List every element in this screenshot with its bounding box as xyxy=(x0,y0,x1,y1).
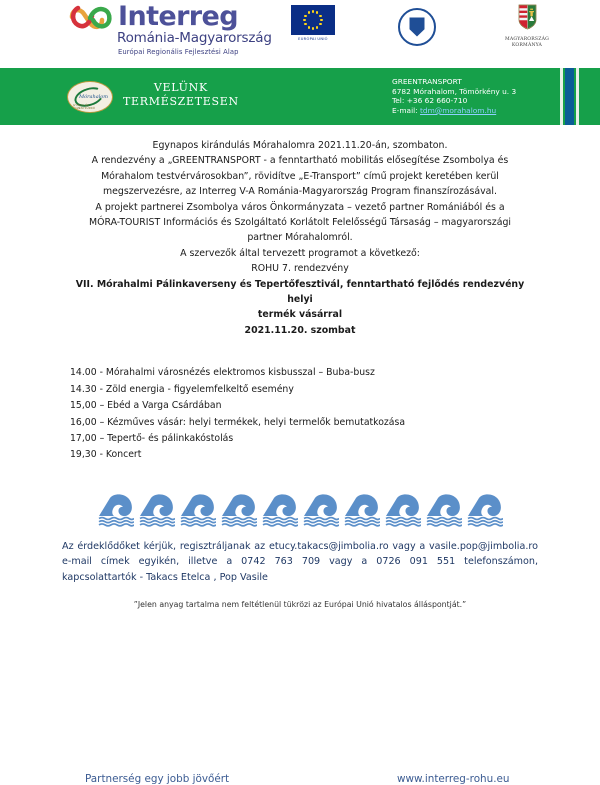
event-title-line: VII. Mórahalmi Pálinkaverseny és Tepertőfesztivál, fenntartható fejlődés rendezvény helyi xyxy=(75,278,525,306)
hungary-caption-line2: KORMÁNYA xyxy=(511,43,543,49)
eu-flag-icon xyxy=(291,5,335,35)
footer-website: www.interreg-rohu.eu xyxy=(397,773,510,785)
eu-flag-caption: EURÓPAI UNIÓ xyxy=(298,37,328,41)
intro-line: Egynapos kirándulás Mórahalomra 2021.11.20-án, szombaton. xyxy=(152,140,448,151)
eu-star-icon xyxy=(308,26,310,28)
eu-disclaimer: ”Jelen anyag tartalma nem feltétlenül tükrözi az Európai Unió hivatalos álláspontját.” xyxy=(133,599,467,609)
wave-icon xyxy=(139,494,175,527)
nature-slogan xyxy=(123,81,239,109)
hungary-government-block xyxy=(492,4,562,49)
intro-line: Mórahalom testvérvárosokban”, rövidítve „E-Transport” című projekt keretében kerül xyxy=(101,170,499,182)
banner-stripe-white-left xyxy=(560,68,563,125)
wave-icon xyxy=(385,494,421,527)
intro-line: ROHU 7. rendezvény xyxy=(251,263,349,275)
nature-logo-script: Mórahalom xyxy=(79,94,109,100)
eu-star-icon xyxy=(308,11,310,13)
wave-icon xyxy=(344,494,380,527)
interreg-infinity-icon xyxy=(68,4,112,30)
interreg-wordmark: Interreg xyxy=(118,1,238,32)
contact-email-link[interactable]: tdm@morahalom.hu xyxy=(420,105,497,115)
wave-decoration-strip xyxy=(62,494,538,527)
contact-phone: Tel: +36 62 660-710 xyxy=(392,96,468,106)
schedule-item: 14.30 - Zöld energia - figyelemfelkeltő esemény xyxy=(70,383,294,395)
eu-star-icon xyxy=(304,15,306,17)
schedule-item: 16,00 – Kézműves vásár: helyi termékek, helyi termelők bemutatkozása xyxy=(70,416,406,428)
wave-icon xyxy=(262,494,298,527)
intro-line: partner Mórahalomról. xyxy=(247,232,353,244)
interreg-program-name: Románia-Magyarország xyxy=(117,30,272,46)
contact-email-label: E-mail: xyxy=(392,105,421,115)
banner-stripe-white-right xyxy=(576,68,579,125)
eu-star-icon xyxy=(303,19,305,21)
intro-line: A projekt partnerei Zsombolya város Önkormányzata – vezető partner Romániából és a xyxy=(95,201,505,213)
nature-slogan-line1: VELÜNK xyxy=(153,81,208,94)
eu-star-icon xyxy=(316,11,318,13)
intro-line: MÓRA-TOURIST Információs és Szolgáltató Korlátolt Felelősségű Társaság – magyarországi xyxy=(88,217,511,229)
romania-government-seal-block xyxy=(398,8,436,46)
contact-address: 6782 Mórahalom, Tömörkény u. 3 xyxy=(392,86,517,96)
wave-icon xyxy=(180,494,216,527)
intro-paragraph xyxy=(62,138,538,338)
wave-icon xyxy=(303,494,339,527)
romania-government-seal-icon xyxy=(398,8,436,46)
interreg-logo xyxy=(68,3,283,56)
banner-stripe-blue xyxy=(565,68,574,125)
hungary-government-caption xyxy=(492,37,562,49)
eu-star-icon xyxy=(304,23,306,25)
schedule-item: 19,30 - Koncert xyxy=(70,449,142,461)
registration-paragraph: Az érdeklődőket kérjük, regisztráljanak az etucy.takacs@jimbolia.ro vagy a vasile.pop@jimbolia.ro e-mail címek egyikén, illetve a 0742 763 709 vagy a 0726 091 551 telefonszámon, kapcsolattartók - Takacs Etelca , Pop Vasile xyxy=(62,540,538,583)
eu-star-icon xyxy=(312,10,314,12)
eu-star-icon xyxy=(316,26,318,28)
intro-line: megszervezésre, az Interreg V-A Románia-Magyarország Program finanszírozásával. xyxy=(102,186,498,198)
eu-star-icon xyxy=(312,27,314,29)
eu-star-icon xyxy=(320,19,322,21)
contact-org-name: GREENTRANSPORT xyxy=(392,77,462,86)
eu-flag-block xyxy=(288,5,338,41)
intro-line: A szervezők által tervezett programot a következő: xyxy=(180,247,420,259)
contact-email-row xyxy=(392,106,516,116)
wave-icon xyxy=(98,494,134,527)
morahalom-nature-logo-icon xyxy=(67,81,113,113)
intro-line: A rendezvény a „GREENTRANSPORT - a fenntartható mobilitás elősegítése Zsombolya és xyxy=(91,155,509,167)
footer-slogan: Partnerség egy jobb jövőért xyxy=(85,773,230,785)
document-body xyxy=(0,138,600,609)
banner-contact-block xyxy=(392,77,516,115)
nature-slogan-line2: TERMÉSZETESEN xyxy=(123,95,239,108)
wave-icon xyxy=(426,494,462,527)
eu-star-icon xyxy=(319,23,321,25)
hungary-caption-line1: MAGYARORSZÁG xyxy=(504,37,549,42)
schedule-item: 17,00 – Tepertő- és pálinkakóstolás xyxy=(70,432,234,444)
interreg-fund-name: Európai Regionális Fejlesztési Alap xyxy=(118,48,239,56)
header-logo-bar xyxy=(0,0,600,68)
nature-logo-arc-text: GYÓGY- ÉS ÉLMÉNYFÜRDŐ xyxy=(73,104,96,110)
hungary-coat-of-arms-icon xyxy=(518,4,537,30)
event-title-line: termék vásárral xyxy=(257,309,343,321)
schedule-item: 14.00 - Mórahalmi városnézés elektromos kisbusszal – Buba-busz xyxy=(70,367,375,379)
program-schedule-list xyxy=(62,365,538,463)
event-date-line: 2021.11.20. szombat xyxy=(244,324,356,336)
schedule-item: 15,00 – Ebéd a Varga Csárdában xyxy=(70,400,222,412)
wave-icon xyxy=(467,494,503,527)
eu-star-icon xyxy=(319,15,321,17)
green-contact-banner xyxy=(0,68,600,125)
wave-icon xyxy=(221,494,257,527)
